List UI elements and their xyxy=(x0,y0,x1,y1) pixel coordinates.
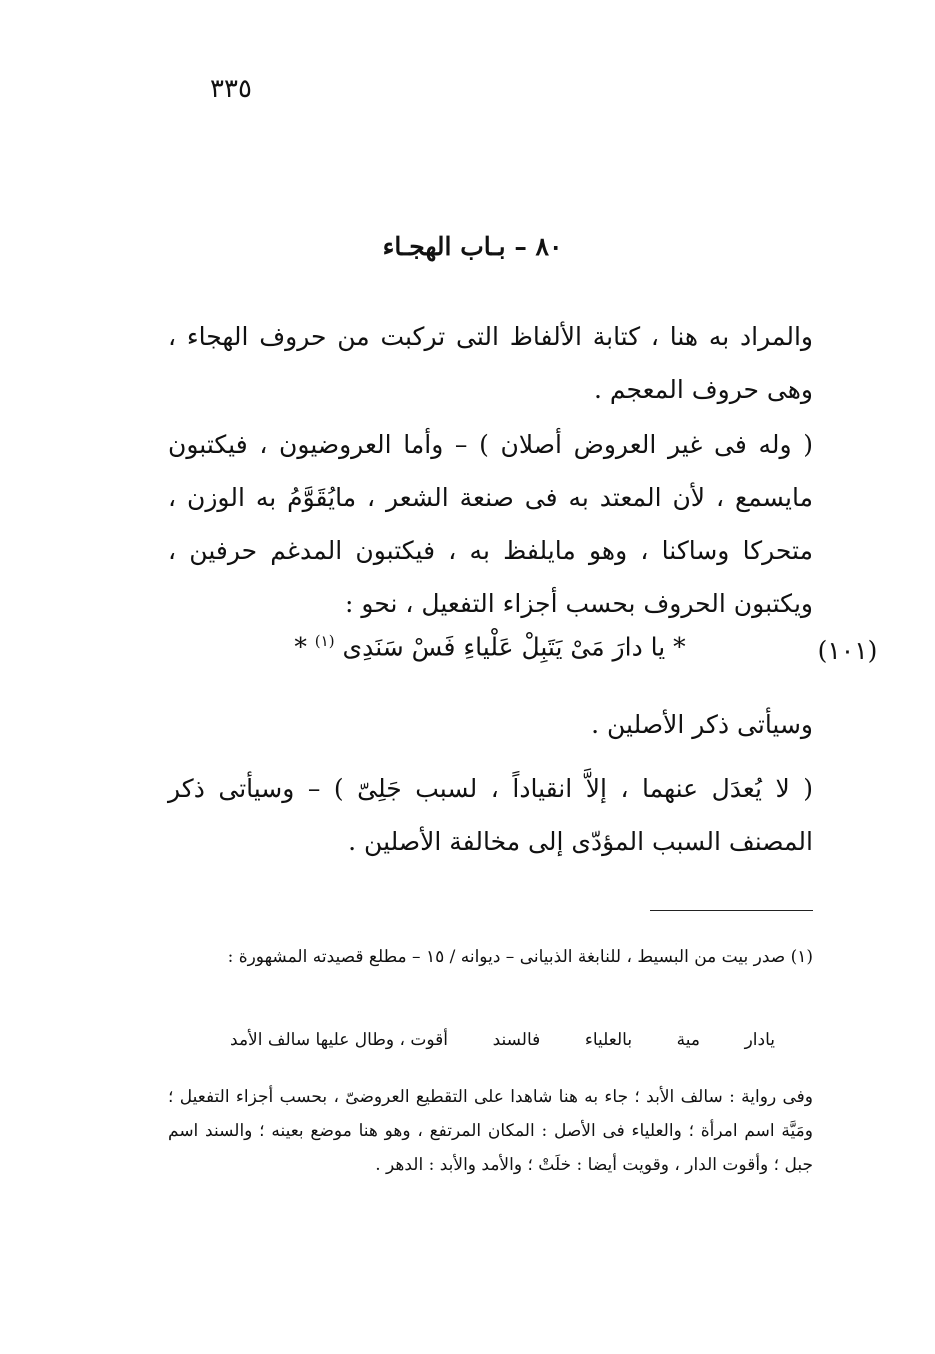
page-number: ٣٣٥ xyxy=(210,74,252,104)
verse-footnote-marker: (١) xyxy=(314,632,335,650)
footnote-separator xyxy=(650,910,813,911)
footnote-1: (١) صدر بيت من البسيط ، للنابغة الذبيانى – ديوانه / ١٥ – مطلع قصيدته المشهورة : xyxy=(227,947,813,967)
chapter-title: ٨٠ – بـاب الهجـاء xyxy=(382,232,563,261)
paragraph-two-principles: وسيأتى ذكر الأصلين . xyxy=(591,710,813,739)
footnote-verse-word: فالسند xyxy=(492,1030,541,1050)
paragraph-exception: ( لا يُعدَل عنهما ، إلاَّ انقياداً ، لسبب جَلِىّ ) – وسيأتى ذكر المصنف السبب المؤدّى إلى مخالفة الأصلين . xyxy=(168,774,813,856)
footnote-verse xyxy=(230,1030,775,1050)
footnote-verse-second-hemistich: أقوت ، وطال عليها سالف الأمد xyxy=(230,1030,449,1050)
verse-number: (١٠١) xyxy=(817,636,878,665)
verse-end-star: * xyxy=(294,632,307,662)
verse-line xyxy=(270,632,710,661)
footnote-verse-word: مية xyxy=(676,1030,701,1050)
paragraph-intro: والمراد به هنا ، كتابة الألفاظ التى تركبت من حروف الهجاء ، وهى حروف المعجم . xyxy=(168,322,813,404)
footnote-verse-word: بالعلياء xyxy=(584,1030,633,1050)
verse-text: * يا دارَ مَىْ يَتَبِلْ عَلْياءِ فَسْ سَنَدِى xyxy=(342,632,686,662)
footnote-verse-word: يادار xyxy=(744,1030,775,1050)
paragraph-prosody: ( وله فى غير العروض أصلان ) – وأما العروضيون ، فيكتبون مايسمع ، لأن المعتد به فى صنعة الشعر ، مايُقَوَّمُ به الوزن ، متحركا وساكنا ، وهو مايلفظ به ، فيكتبون المدغم حرفين ، ويكتبون الحروف بحسب أجزاء التفعيل ، نحو : xyxy=(168,430,813,618)
footnote-commentary: وفى رواية : سالف الأبد ؛ جاء به هنا شاهدا على التقطيع العروضىّ ، بحسب أجزاء التفعيل ؛ ومَيَّة اسم امرأة ؛ والعلياء فى الأصل : المكان المرتفع ، وهو هنا موضع بعينه ؛ والسند اسم جبل ؛ وأقوت الدار ، وقويت أيضا : خلَتْ ؛ والأمد والأبد : الدهر . xyxy=(168,1087,813,1175)
